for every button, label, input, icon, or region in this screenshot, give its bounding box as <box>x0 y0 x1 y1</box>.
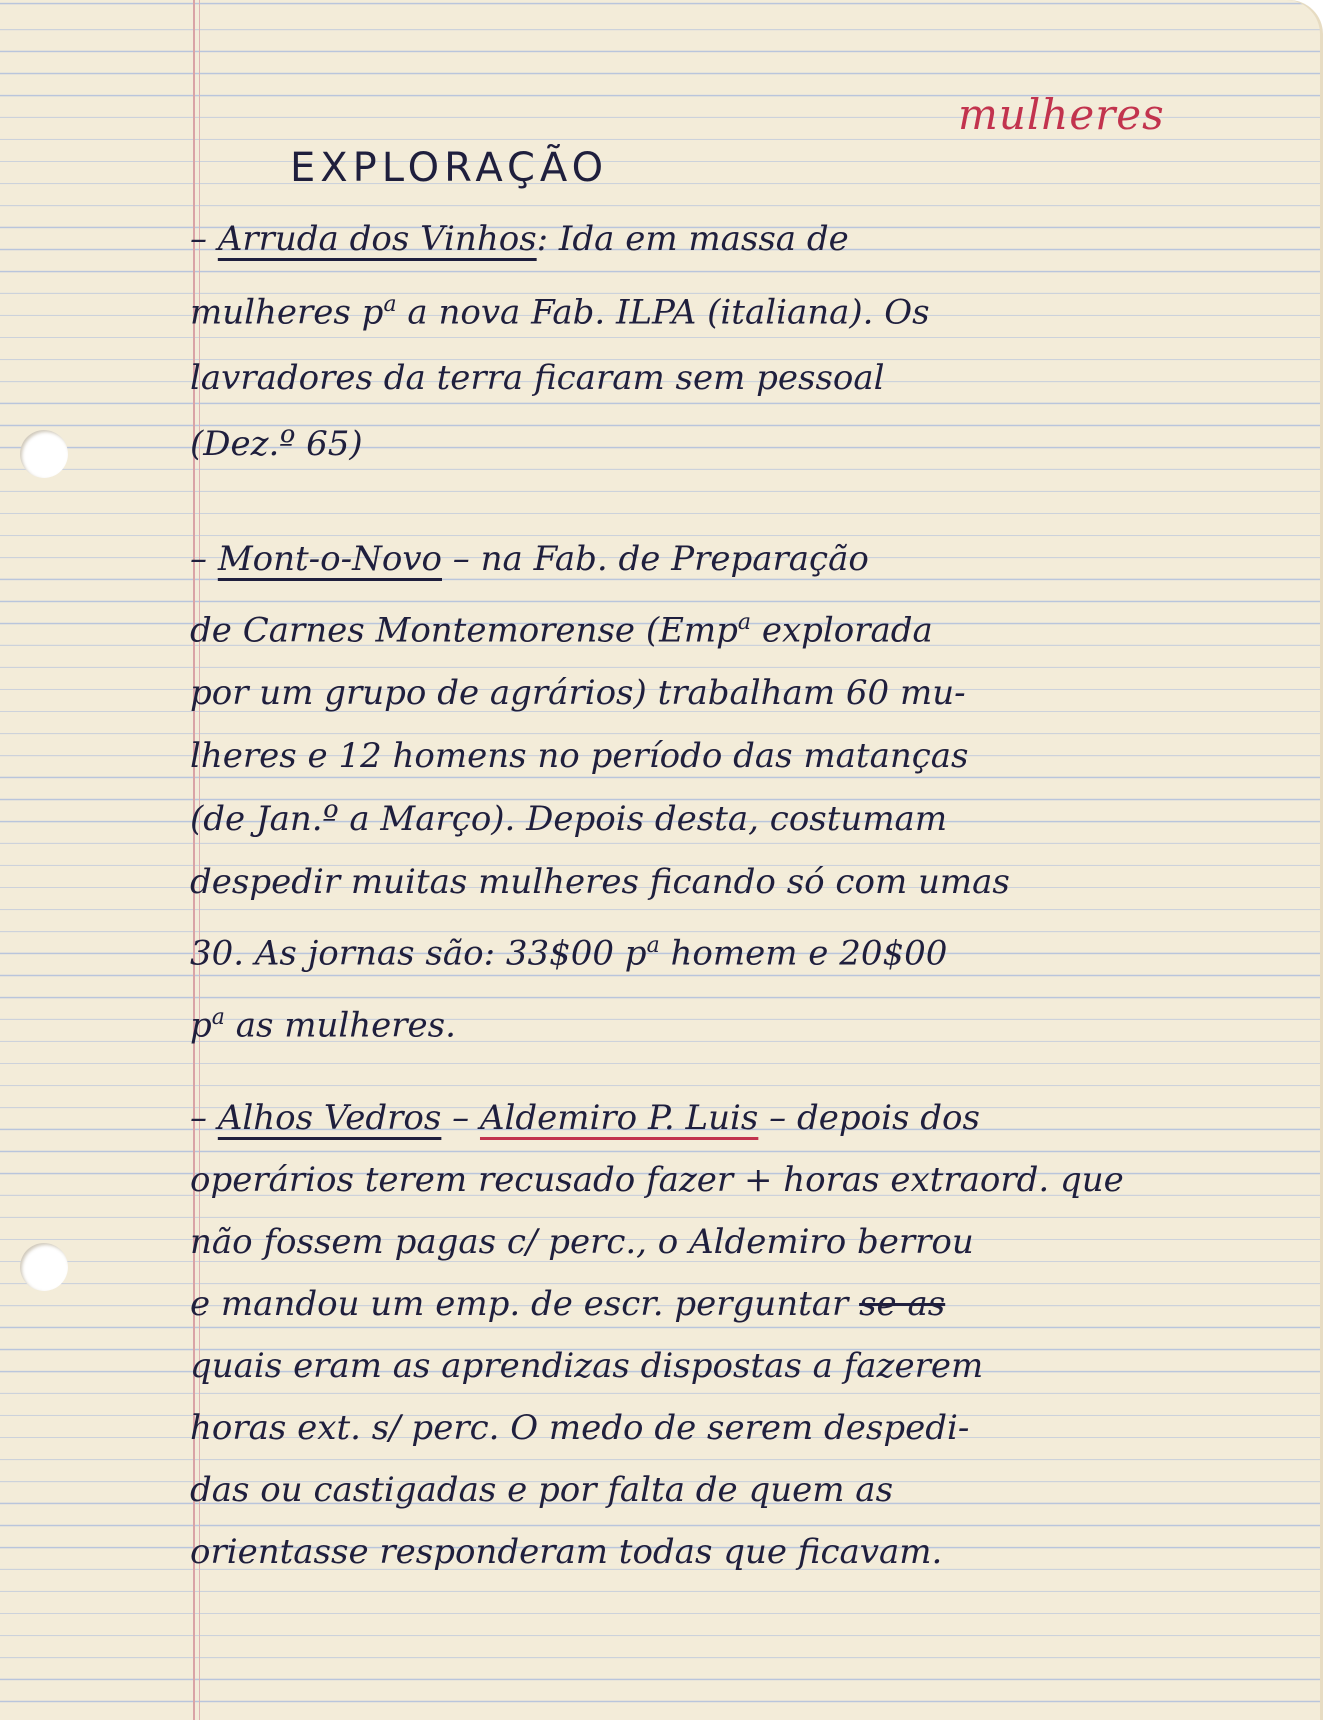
superscript: a <box>383 292 397 317</box>
entry-text: de Carnes Montemorense (Emp <box>190 610 738 651</box>
superscript: a <box>646 933 660 959</box>
entry-text: p <box>190 1004 212 1045</box>
entry-text: homem e 20$00 <box>659 933 948 974</box>
entry-text: mulheres p <box>190 292 384 333</box>
entry-text: 30. As jornas são: 33$00 p <box>190 933 647 974</box>
entry-text: – na Fab. de Preparação <box>442 539 869 579</box>
entry-line <box>190 1087 1300 1149</box>
entry-line: quais eram as aprendizas dispostas a fazerem <box>190 1346 984 1386</box>
entry-montemor <box>190 528 1300 1057</box>
entry-line: horas ext. s/ perc. O medo de serem despedi- <box>190 1408 970 1448</box>
entry-line: orientasse responderam todas que ficavam. <box>190 1532 943 1572</box>
entry-line: das ou castigadas e por falta de quem as <box>190 1470 894 1510</box>
page-title: EXPLORAÇÃO <box>290 145 609 191</box>
entry-line: por um grupo de agrários) trabalham 60 mu- <box>190 673 966 714</box>
entry-text: – <box>441 1098 480 1138</box>
entry-text: as mulheres. <box>224 1004 456 1045</box>
entry-line: (Dez.º 65) <box>190 424 363 465</box>
entry-line <box>190 528 1300 591</box>
entry-place: Mont-o-Novo <box>217 539 442 579</box>
entry-line: não fossem pagas c/ perc., o Aldemiro berrou <box>190 1222 974 1262</box>
entry-line <box>190 272 1300 345</box>
entry-line: (de Jan.º a Março). Depois desta, costumam <box>190 799 948 840</box>
entry-dash: – <box>190 1098 207 1138</box>
binder-hole-bottom <box>20 1243 68 1291</box>
entry-line <box>190 591 1300 662</box>
entry-dash: – <box>190 219 207 259</box>
entry-line <box>190 206 1300 272</box>
entry-place: Alhos Vedros <box>217 1098 442 1138</box>
entry-line <box>190 1273 1300 1335</box>
struck-text: se as <box>859 1284 946 1324</box>
entry-line: operários terem recusado fazer + horas extraord. que <box>190 1160 1124 1200</box>
entry-line <box>190 914 1300 985</box>
entry-dash: – <box>190 539 207 579</box>
entry-line: lheres e 12 homens no período das matanças <box>190 736 969 777</box>
entry-line: despedir muitas mulheres ficando só com umas <box>190 862 1010 903</box>
entry-arruda <box>190 206 1300 477</box>
superscript: a <box>211 1004 225 1030</box>
entry-text: : Ida em massa de <box>536 219 849 259</box>
entry-alhos-vedros <box>190 1087 1300 1583</box>
margin-note: mulheres <box>958 90 1165 139</box>
binder-hole-top <box>20 430 68 478</box>
entry-text: a nova Fab. ILPA (italiana). Os <box>396 292 930 333</box>
entry-line: lavradores da terra ficaram sem pessoal <box>190 358 885 399</box>
entry-company: Aldemiro P. Luis <box>479 1098 759 1138</box>
entry-text: explorada <box>751 610 933 651</box>
entry-text: e mandou um emp. de escr. perguntar <box>190 1284 860 1324</box>
superscript: a <box>737 610 752 635</box>
entry-place: Arruda dos Vinhos <box>217 219 537 259</box>
entry-text: – depois dos <box>758 1098 980 1138</box>
entry-line <box>190 986 1300 1057</box>
